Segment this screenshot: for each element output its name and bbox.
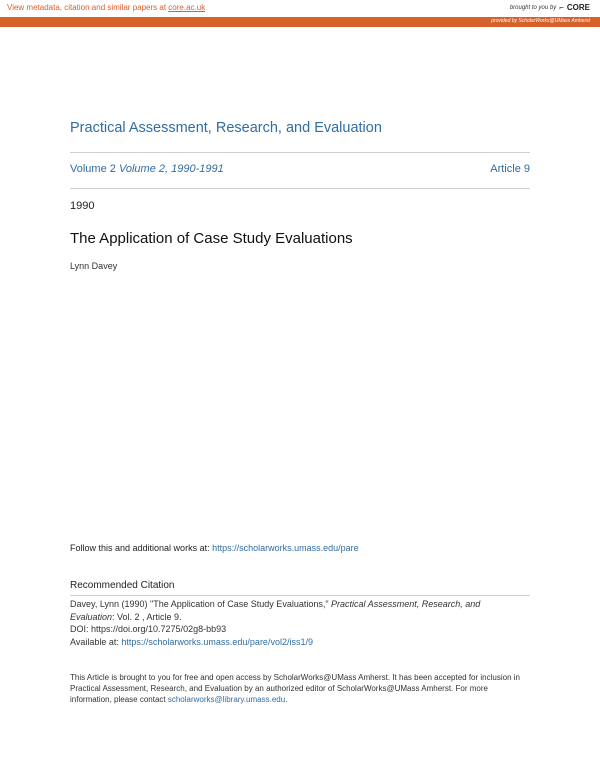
available-prefix: Available at: [70,636,122,647]
core-provided-strip [0,17,600,27]
divider-citation [70,595,530,596]
volume-label[interactable]: Volume 2 [70,163,116,175]
follow-line [70,543,359,553]
core-brought-by[interactable] [510,3,590,12]
citation-block [70,598,530,648]
citation-line-1 [70,598,530,611]
core-logo-icon: ⌐ [559,3,564,12]
follow-link[interactable]: https://scholarworks.umass.edu/pare [212,543,359,553]
core-banner [0,0,600,27]
available-link[interactable]: https://scholarworks.umass.edu/pare/vol2/iss1/9 [121,636,313,647]
divider-top [70,152,530,153]
publication-year: 1990 [70,200,95,212]
access-notice [70,672,530,705]
core-provided-text[interactable]: provided by ScholarWorks@UMass Amherst [491,18,590,24]
notice-end: . [285,695,288,704]
notice-text: This Article is brought to you for free and open access by ScholarWorks@UMass Amherst. It has been accepted for inclusion in Practical Assessment, Research, and Evaluation by an authorized editor of ScholarWorks@UMass Amherst. For more information, please contact [70,673,520,704]
core-top-row [0,0,600,17]
article-number[interactable]: Article 9 [490,163,530,175]
core-metadata-link[interactable] [7,3,205,12]
paper-title: The Application of Case Study Evaluations [70,230,353,247]
core-link-domain[interactable]: core.ac.uk [168,3,206,12]
citation-heading: Recommended Citation [70,580,175,591]
citation-available [70,636,530,649]
citation-doi: DOI: https://doi.org/10.7275/02g8-bb93 [70,624,227,634]
volume-issue-link[interactable]: Volume 2, 1990-1991 [118,163,224,175]
core-link-prefix: View metadata, citation and similar papers at [7,3,169,12]
contact-email-link[interactable]: scholarworks@library.umass.edu [167,695,286,704]
volume-line [70,163,530,175]
citation-volume: : Vol. 2 , Article 9. [112,611,182,622]
citation-prefix: Davey, Lynn (1990) "The Application of Case Study Evaluations," [70,599,332,609]
core-logo-text: CORE [566,3,590,12]
citation-line-2 [70,611,530,624]
citation-journal-part2: Evaluation [70,611,113,622]
author-name: Lynn Davey [70,261,118,271]
divider-volume [70,188,530,189]
journal-title[interactable]: Practical Assessment, Research, and Evaluation [70,120,382,136]
follow-text: Follow this and additional works at: [70,543,213,553]
citation-journal-part1: Practical Assessment, Research, and [331,599,481,609]
core-brought-text: brought to you by [509,4,557,11]
